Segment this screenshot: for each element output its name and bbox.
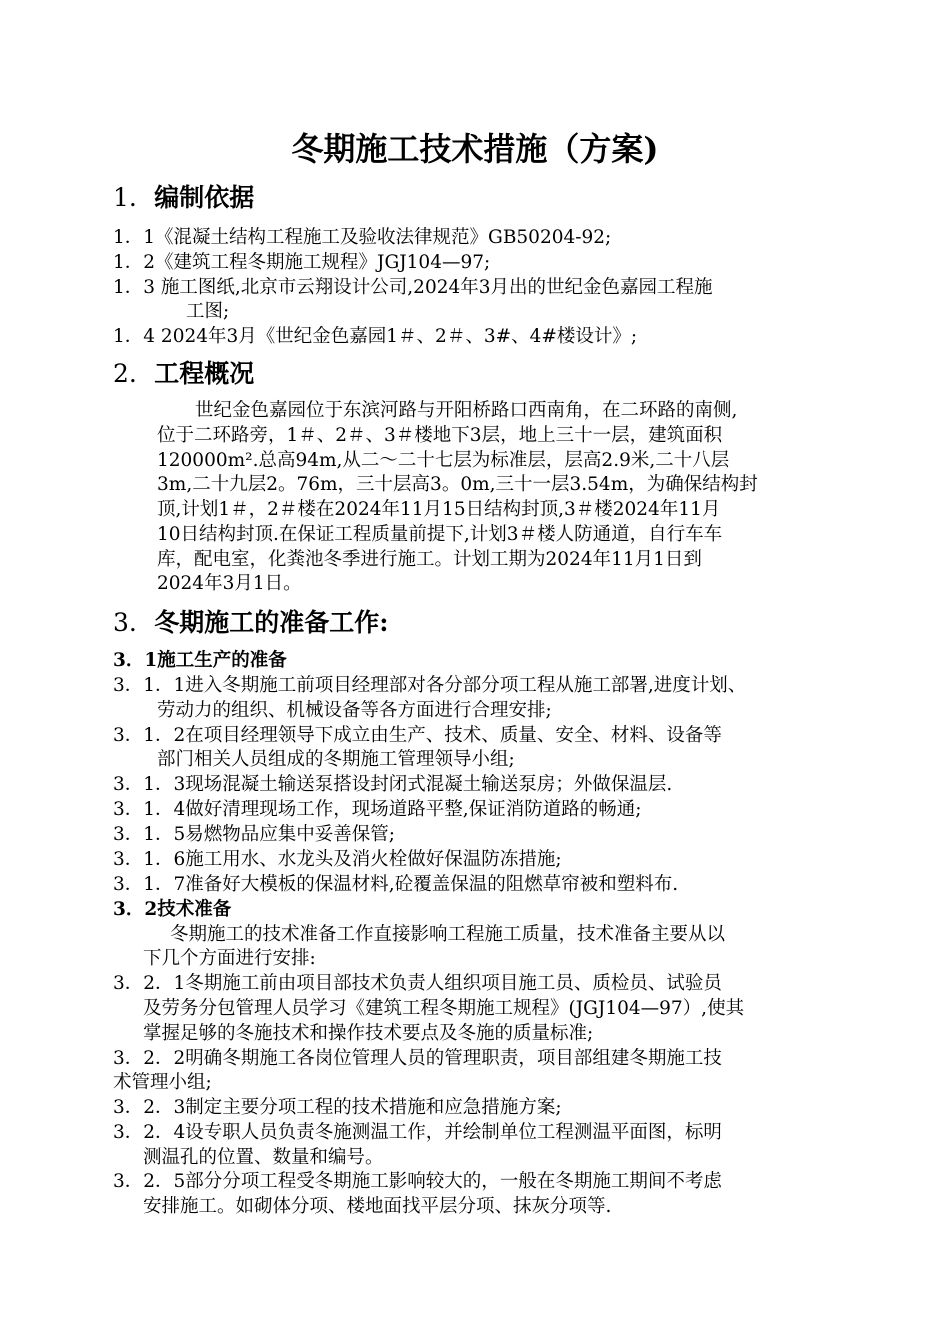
s2-line-8: 2024年3月1日。 bbox=[157, 573, 302, 594]
s3-2-line-7: 术管理小组; bbox=[113, 1072, 212, 1093]
s1-item-3: 1．3 施工图纸,北京市云翔设计公司,2024年3月出的世纪金色嘉园工程施 bbox=[113, 277, 713, 298]
section-1-heading bbox=[113, 181, 254, 215]
s3-1-line-3: 3．1．2在项目经理领导下成立由生产、技术、质量、安全、材料、设备等 bbox=[113, 725, 722, 746]
s3-2-line-6: 3．2．2明确冬期施工各岗位管理人员的管理职责，项目部组建冬期施工技 bbox=[113, 1048, 722, 1069]
s3-1-line-5: 3．1．3现场混凝土输送泵搭设封闭式混凝土输送泵房；外做保温层. bbox=[113, 774, 673, 795]
s3-2-line-9: 3．2．4设专职人员负责冬施测温工作，并绘制单位工程测温平面图，标明 bbox=[113, 1122, 722, 1143]
document-title: 冬期施工技术措施（方案) bbox=[291, 130, 659, 168]
s1-item-1: 1．1《混凝土结构工程施工及验收法律规范》GB50204-92; bbox=[113, 227, 612, 248]
s2-line-1: 世纪金色嘉园位于东滨河路与开阳桥路口西南角，在二环路的南侧, bbox=[195, 400, 738, 421]
s3-1-line-9: 3．1．7准备好大模板的保温材料,砼覆盖保温的阻燃草帘被和塑料布. bbox=[113, 874, 679, 895]
section-3-number: 3. bbox=[113, 608, 137, 637]
s3-1-heading: 3．1施工生产的准备 bbox=[113, 650, 287, 671]
s3-2-line-10: 测温孔的位置、数量和编号。 bbox=[143, 1147, 384, 1168]
s3-2-line-5: 掌握足够的冬施技术和操作技术要点及冬施的质量标准; bbox=[143, 1023, 594, 1044]
section-1-number: 1. bbox=[113, 183, 137, 212]
s3-2-line-4: 及劳务分包管理人员学习《建筑工程冬期施工规程》(JGJ104—97）,使其 bbox=[143, 998, 745, 1019]
s2-line-7: 库，配电室，化粪池冬季进行施工。计划工期为2024年11月1日到 bbox=[157, 549, 702, 570]
s3-2-line-1: 冬期施工的技术准备工作直接影响工程施工质量，技术准备主要从以 bbox=[170, 924, 726, 945]
s2-line-4: 3m,二十九层2。76m，三十层高3。0m,三十一层3.54m，为确保结构封 bbox=[157, 474, 758, 495]
s2-line-5: 顶,计划1＃，2＃楼在2024年11月15日结构封顶,3＃楼2024年11月 bbox=[157, 499, 721, 520]
s2-line-3: 120000m².总高94m,从二～二十七层为标准层，层高2.9米,二十八层 bbox=[157, 450, 730, 471]
s3-1-line-7: 3．1．5易燃物品应集中妥善保管; bbox=[113, 824, 396, 845]
s3-2-line-12: 安排施工。如砌体分项、楼地面找平层分项、抹灰分项等. bbox=[143, 1196, 612, 1217]
s3-1-line-2: 劳动力的组织、机械设备等各方面进行合理安排; bbox=[157, 700, 552, 721]
section-2-heading bbox=[113, 357, 254, 391]
section-3-title: 冬期施工的准备工作: bbox=[154, 608, 389, 637]
s3-2-line-3: 3．2．1冬期施工前由项目部技术负责人组织项目施工员、质检员、试验员 bbox=[113, 973, 722, 994]
s3-2-heading: 3．2技术准备 bbox=[113, 899, 232, 920]
s3-1-line-6: 3．1．4做好清理现场工作，现场道路平整,保证消防道路的畅通; bbox=[113, 799, 642, 820]
s2-line-2: 位于二环路旁，1＃、2＃、3＃楼地下3层，地上三十一层，建筑面积 bbox=[157, 425, 723, 446]
section-1-title: 编制依据 bbox=[154, 183, 255, 212]
section-3-heading bbox=[113, 606, 389, 640]
s2-line-6: 10日结构封顶.在保证工程质量前提下,计划3＃楼人防通道，自行车车 bbox=[157, 524, 723, 545]
s3-1-line-1: 3．1．1进入冬期施工前项目经理部对各分部分项工程从施工部署,进度计划、 bbox=[113, 675, 747, 696]
s1-item-3-cont: 工图; bbox=[186, 301, 230, 322]
s3-1-line-8: 3．1．6施工用水、水龙头及消火栓做好保温防冻措施; bbox=[113, 849, 562, 870]
section-2-title: 工程概况 bbox=[154, 359, 255, 388]
s3-2-line-11: 3．2．5部分分项工程受冬期施工影响较大的，一般在冬期施工期间不考虑 bbox=[113, 1171, 722, 1192]
s1-item-2: 1．2《建筑工程冬期施工规程》JGJ104—97; bbox=[113, 252, 491, 273]
s1-item-4: 1．4 2024年3月《世纪金色嘉园1＃、2＃、3#、4#楼设计》; bbox=[113, 326, 638, 347]
section-2-number: 2. bbox=[113, 359, 137, 388]
s3-1-line-4: 部门相关人员组成的冬期施工管理领导小组; bbox=[157, 749, 515, 770]
s3-2-line-2: 下几个方面进行安排: bbox=[143, 948, 316, 969]
s3-2-line-8: 3．2．3制定主要分项工程的技术措施和应急措施方案; bbox=[113, 1097, 562, 1118]
